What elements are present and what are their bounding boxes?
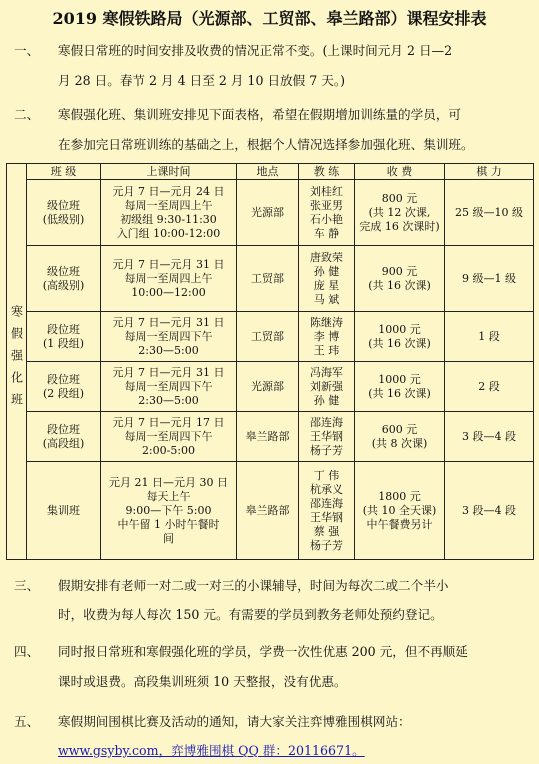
coach-name: 庞 星 bbox=[313, 278, 340, 292]
class-cell bbox=[27, 462, 101, 560]
table-row bbox=[7, 246, 534, 312]
fee-cell bbox=[355, 412, 445, 462]
time-line: 每天上午 bbox=[146, 489, 191, 503]
fee-cell bbox=[355, 362, 445, 412]
table-row bbox=[7, 312, 534, 362]
coach-name: 孙 健 bbox=[313, 393, 340, 407]
fee-line: 1000 元 bbox=[378, 322, 421, 336]
class-level: (高段组) bbox=[42, 436, 85, 450]
fee-line: 800 元 bbox=[381, 191, 418, 205]
coach-name: 王 玮 bbox=[313, 343, 340, 357]
side-label-cell bbox=[7, 164, 27, 560]
fee-cell bbox=[355, 312, 445, 362]
fee-cell bbox=[355, 462, 445, 560]
time-line: 初级组 9:30-11:30 bbox=[120, 212, 217, 226]
class-level: (2 段组) bbox=[42, 386, 85, 400]
time-line: 每周一至周四下午 bbox=[124, 329, 213, 343]
coach-cell bbox=[299, 180, 355, 246]
time-line: 元月 7 日—元月 24 日 bbox=[112, 184, 225, 198]
fee-line: 1800 元 bbox=[378, 489, 421, 503]
place-cell: 皋兰路部 bbox=[237, 412, 299, 462]
coach-cell bbox=[299, 312, 355, 362]
website-link[interactable]: www.gsyby.com，弈博雅围棋 QQ 群：20116671。 bbox=[58, 743, 365, 758]
place-cell: 皋兰路部 bbox=[237, 462, 299, 560]
section-line: 寒假日常班的时间安排及收费的情况正常不变。(上课时间元月 2 日—2 bbox=[58, 43, 453, 58]
section-line: 月 28 日。春节 2 月 4 日至 2 月 10 日放假 7 天。) bbox=[58, 73, 346, 88]
coach-name: 王华钢 bbox=[310, 429, 343, 443]
header-place: 地点 bbox=[237, 164, 299, 180]
class-name: 段位班 bbox=[47, 422, 80, 436]
coach-name: 蔡 强 bbox=[313, 524, 340, 538]
fee-line: (共 16 次课) bbox=[368, 278, 431, 292]
class-name: 集训班 bbox=[47, 503, 80, 517]
coach-name: 冯海军 bbox=[310, 365, 343, 379]
section-line: 寒假期间围棋比赛及活动的通知，请大家关注弈博雅围棋网站： bbox=[58, 714, 411, 729]
coach-name: 杨子芳 bbox=[310, 538, 343, 552]
schedule-table bbox=[6, 163, 534, 560]
class-cell bbox=[27, 312, 101, 362]
time-line: 每周一至周四下午 bbox=[124, 379, 213, 393]
fee-line: (共 16 次课) bbox=[368, 336, 431, 350]
coach-name: 丁 伟 bbox=[313, 468, 340, 482]
fee-line: (共 16 次课) bbox=[368, 386, 431, 400]
fee-line: 1000 元 bbox=[378, 372, 421, 386]
time-line: 间 bbox=[163, 531, 174, 545]
table-row bbox=[7, 362, 534, 412]
class-cell bbox=[27, 412, 101, 462]
fee-line: 600 元 bbox=[381, 422, 418, 436]
time-line: 9:00—下午 5:00 bbox=[125, 503, 212, 517]
time-cell bbox=[101, 246, 237, 312]
coach-name: 马 斌 bbox=[313, 292, 340, 306]
coach-name: 陈继涛 bbox=[310, 315, 343, 329]
time-cell bbox=[101, 412, 237, 462]
level-cell: 2 段 bbox=[445, 362, 534, 412]
time-line: 2:30—5:00 bbox=[138, 393, 199, 407]
section-line: 同时报日常班和寒假强化班的学员，学费一次性优惠 200 元，但不再顺延 bbox=[58, 644, 468, 659]
header-time: 上课时间 bbox=[101, 164, 237, 180]
section-number: 二、 bbox=[14, 107, 40, 122]
table-header-row bbox=[7, 164, 534, 180]
header-fee: 收 费 bbox=[355, 164, 445, 180]
section-number: 四、 bbox=[14, 644, 40, 659]
class-name: 级位班 bbox=[47, 198, 80, 212]
time-line: 10:00—12:00 bbox=[131, 285, 206, 299]
coach-name: 邵连海 bbox=[310, 415, 343, 429]
time-line: 每周一至周四上午 bbox=[124, 271, 213, 285]
time-line: 元月 7 日—元月 31 日 bbox=[112, 315, 225, 329]
time-line: 元月 7 日—元月 31 日 bbox=[112, 365, 225, 379]
class-level: (高级别) bbox=[42, 278, 85, 292]
class-level: (1 段组) bbox=[42, 336, 85, 350]
place-cell: 光源部 bbox=[237, 180, 299, 246]
time-line: 2:00-5:00 bbox=[141, 443, 196, 457]
coach-cell bbox=[299, 246, 355, 312]
coach-name: 李 博 bbox=[313, 329, 340, 343]
coach-name: 车 静 bbox=[313, 226, 340, 240]
section-line: 寒假强化班、集训班安排见下面表格，希望在假期增加训练量的学员，可 bbox=[58, 107, 461, 122]
time-cell bbox=[101, 312, 237, 362]
time-line: 2:30—5:00 bbox=[138, 343, 199, 357]
class-cell bbox=[27, 246, 101, 312]
table-row bbox=[7, 462, 534, 560]
coach-name: 孙 健 bbox=[313, 264, 340, 278]
header-class: 班 级 bbox=[27, 164, 101, 180]
page-title: 2019 寒假铁路局（光源部、工贸部、皋兰路部）课程安排表 bbox=[52, 9, 487, 28]
fee-line: (共 8 次课) bbox=[371, 436, 428, 450]
class-name: 段位班 bbox=[47, 372, 80, 386]
time-line: 元月 7 日—元月 31 日 bbox=[112, 257, 225, 271]
header-level: 棋 力 bbox=[445, 164, 534, 180]
class-level: (低级别) bbox=[42, 212, 85, 226]
level-cell: 3 段—4 段 bbox=[445, 462, 534, 560]
coach-name: 刘新强 bbox=[310, 379, 343, 393]
time-line: 每周一至周四下午 bbox=[124, 429, 213, 443]
level-cell: 1 段 bbox=[445, 312, 534, 362]
place-cell: 光源部 bbox=[237, 362, 299, 412]
fee-cell bbox=[355, 246, 445, 312]
section-line: 假期安排有老师一对二或一对三的小课辅导，时间为每次二或二个半小 bbox=[58, 578, 449, 593]
time-cell bbox=[101, 362, 237, 412]
side-label: 寒假强化班 bbox=[9, 304, 24, 415]
time-line: 元月 7 日—元月 17 日 bbox=[112, 415, 225, 429]
fee-line: 900 元 bbox=[381, 264, 418, 278]
section-line: 在参加完日常班训练的基础之上，根据个人情况选择参加强化班、集训班。 bbox=[58, 137, 474, 152]
time-line: 中午留 1 小时午餐时 bbox=[117, 517, 220, 531]
section-line: 时，收费为每人每次 150 元。有需要的学员到教务老师处预约登记。 bbox=[58, 607, 443, 622]
fee-line: 中午餐费另计 bbox=[366, 517, 433, 531]
coach-name: 刘桂红 bbox=[310, 184, 343, 198]
class-name: 级位班 bbox=[47, 264, 80, 278]
coach-name: 杭承义 bbox=[310, 482, 343, 496]
section-number: 三、 bbox=[14, 578, 40, 593]
fee-line: (共 10 全天课) bbox=[362, 503, 437, 517]
section-number: 一、 bbox=[14, 43, 40, 58]
coach-cell bbox=[299, 412, 355, 462]
class-name: 段位班 bbox=[47, 322, 80, 336]
coach-name: 唐致荣 bbox=[310, 250, 343, 264]
coach-name: 石小艳 bbox=[310, 212, 343, 226]
coach-name: 王华钢 bbox=[310, 510, 343, 524]
fee-line: 完成 16 次课时) bbox=[359, 219, 440, 233]
table-row bbox=[7, 412, 534, 462]
coach-name: 张亚男 bbox=[310, 198, 343, 212]
time-cell bbox=[101, 180, 237, 246]
level-cell: 9 级—1 级 bbox=[445, 246, 534, 312]
coach-cell bbox=[299, 462, 355, 560]
fee-line: (共 12 次课, bbox=[368, 205, 431, 219]
section-line: 课时或退费。高段集训班须 10 天整报，没有优惠。 bbox=[58, 674, 347, 689]
time-line: 元月 21 日—元月 30 日 bbox=[109, 475, 228, 489]
table-row bbox=[7, 180, 534, 246]
time-line: 每周一至周四上午 bbox=[124, 198, 213, 212]
coach-name: 杨子芳 bbox=[310, 443, 343, 457]
section-number: 五、 bbox=[14, 714, 40, 729]
class-cell bbox=[27, 362, 101, 412]
time-cell bbox=[101, 462, 237, 560]
level-cell: 3 段—4 段 bbox=[445, 412, 534, 462]
header-coach: 教 练 bbox=[299, 164, 355, 180]
class-cell bbox=[27, 180, 101, 246]
place-cell: 工贸部 bbox=[237, 312, 299, 362]
coach-cell bbox=[299, 362, 355, 412]
time-line: 入门组 10:00-12:00 bbox=[116, 226, 221, 240]
coach-name: 邵连海 bbox=[310, 496, 343, 510]
level-cell: 25 级—10 级 bbox=[445, 180, 534, 246]
place-cell: 工贸部 bbox=[237, 246, 299, 312]
fee-cell bbox=[355, 180, 445, 246]
